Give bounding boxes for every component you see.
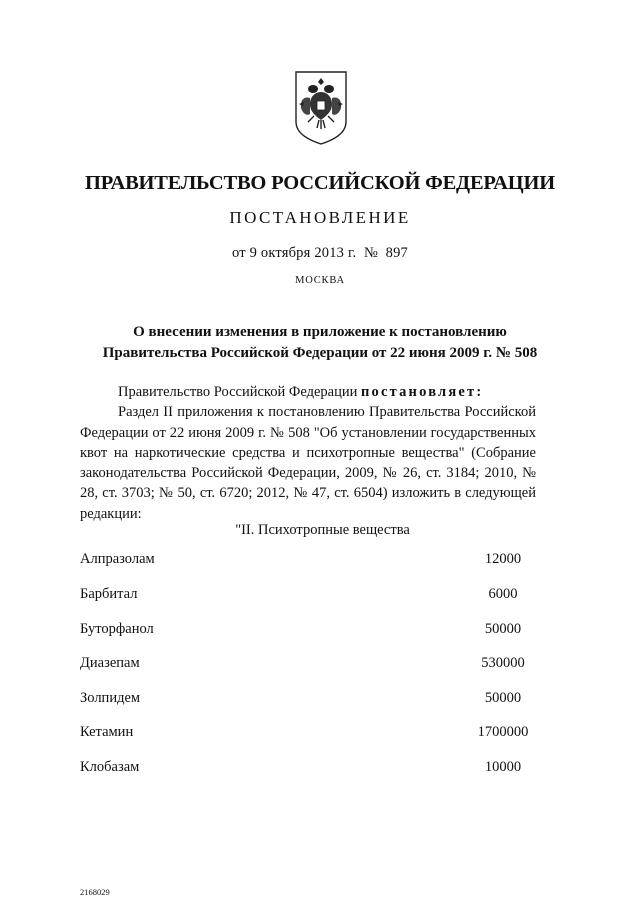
subject-line-1: О внесении изменения в приложение к постановлению (133, 324, 507, 340)
government-title: ПРАВИТЕЛЬСТВО РОССИЙСКОЙ ФЕДЕРАЦИИ (85, 172, 555, 194)
substance-name: Барбитал (80, 586, 138, 602)
list-item (80, 586, 540, 606)
amendment-paragraph: Раздел II приложения к постановлению Правительства Российской Федерации от 22 июня 2009 г. № 508 "Об установлении государственных квот на наркотические средства и психотропные вещества" (Собрание законодательства Российской Федерации, 2009, № 26, ст. 3184; 2010, № 28, ст. 3703; № 50, ст. 6720; 2012, № 47, ст. 6504) изложить в следующей редакции: (80, 404, 536, 522)
substance-quantity: 50000 (484, 621, 522, 637)
substance-quantity: 1700000 (477, 724, 529, 740)
substance-name: Диазепам (80, 655, 140, 671)
substance-name: Кетамин (80, 724, 134, 740)
substance-quantity: 6000 (488, 586, 518, 602)
substance-quantity: 530000 (481, 655, 525, 671)
city: МОСКВА (295, 275, 345, 286)
list-item (80, 690, 540, 710)
intro-subject: Правительство Российской Федерации (118, 384, 358, 400)
document-type: ПОСТАНОВЛЕНИЕ (229, 208, 411, 227)
substance-quantity: 50000 (484, 690, 522, 706)
section-heading: "II. Психотропные вещества (235, 522, 410, 538)
decree-number: 897 (385, 245, 409, 261)
list-item (80, 655, 540, 675)
list-item (80, 724, 540, 744)
substance-name: Клобазам (80, 759, 140, 775)
intro-verb: постановляет: (360, 384, 484, 400)
coat-of-arms-icon (290, 68, 352, 146)
substance-name: Буторфанол (80, 621, 154, 637)
substance-quantity: 10000 (484, 759, 522, 775)
decree-body (80, 382, 536, 524)
decree-subject (0, 322, 640, 364)
subject-line-2: Правительства Российской Федерации от 22 июня 2009 г. № 508 (102, 345, 538, 361)
substance-name: Золпидем (80, 690, 141, 706)
decree-date: от 9 октября 2013 г. (231, 245, 357, 261)
decree-date-line (0, 245, 640, 262)
number-sign: № (363, 245, 378, 261)
intro-line (80, 382, 536, 402)
list-item (80, 621, 540, 641)
list-item (80, 759, 540, 779)
substance-name: Алпразолам (80, 551, 155, 567)
list-item (80, 551, 540, 571)
substance-quantity: 12000 (484, 551, 522, 567)
document-code: 2168029 (80, 887, 110, 897)
